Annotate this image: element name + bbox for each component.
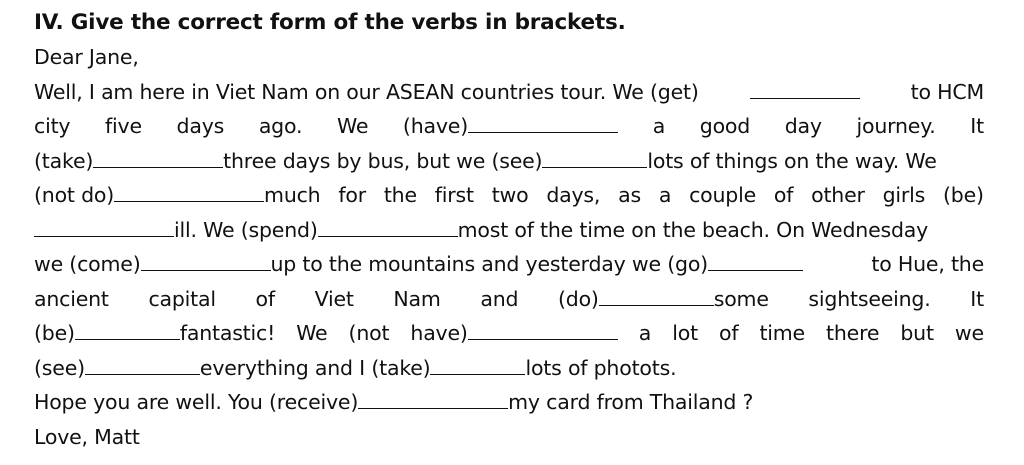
answer-blank-take[interactable] — [93, 147, 223, 168]
answer-blank-take-2[interactable] — [430, 354, 525, 375]
text-segment: (take) — [34, 148, 94, 173]
word: five — [105, 114, 142, 138]
word: a — [638, 321, 652, 345]
word: and — [480, 286, 519, 311]
word: of — [719, 321, 739, 345]
answer-blank-get[interactable] — [750, 78, 860, 99]
text-segment: we (come) — [34, 252, 141, 276]
text-segment: lots of photots. — [525, 355, 677, 380]
letter-line-2 — [34, 109, 984, 144]
letter-greeting: Dear Jane, — [34, 45, 139, 69]
word: we — [954, 321, 984, 345]
word: time — [759, 321, 805, 345]
word: of — [773, 183, 794, 207]
word: other — [811, 183, 865, 207]
text-segment: Hope you are well. You (receive) — [34, 390, 359, 414]
answer-blank-come[interactable] — [141, 250, 271, 271]
text-segment: most of the time on the beach. On Wednesday — [457, 217, 929, 242]
letter-line-1 — [34, 75, 984, 110]
text-segment: my card from Thailand ? — [508, 390, 754, 414]
word: (do) — [557, 286, 599, 311]
word: Nam — [393, 286, 441, 311]
word: some — [713, 286, 769, 311]
letter-line-10 — [34, 385, 984, 420]
answer-blank-have[interactable] — [468, 112, 618, 133]
word: capital — [148, 286, 216, 311]
word: ancient — [34, 286, 109, 311]
letter-line-7 — [34, 282, 984, 317]
word: (not — [348, 321, 390, 345]
letter-line-4 — [34, 178, 984, 213]
letter-line-3 — [34, 144, 984, 179]
word: It — [970, 114, 984, 138]
word: lot — [672, 321, 698, 345]
text-segment: to Hue, the — [871, 252, 984, 276]
word: We — [336, 114, 369, 138]
word: girls — [882, 183, 926, 207]
word: ago. — [258, 114, 303, 138]
word: journey. — [856, 114, 936, 138]
word: fantastic! — [179, 321, 276, 345]
answer-blank-receive[interactable] — [358, 388, 508, 409]
word: (be) — [943, 183, 984, 207]
text-segment: up to the mountains and yesterday we (go) — [270, 252, 708, 276]
word: two — [491, 183, 529, 207]
word: of — [255, 286, 275, 311]
word: there — [826, 321, 880, 345]
text-segment: everything and I (take) — [199, 355, 431, 380]
word: We — [296, 321, 328, 345]
word: much — [264, 183, 321, 207]
answer-blank-be-2[interactable] — [75, 319, 180, 340]
word: as — [618, 183, 641, 207]
letter-line-6 — [34, 247, 984, 282]
word: It — [970, 286, 984, 311]
word: for — [338, 183, 366, 207]
word: day — [784, 114, 822, 138]
letter-line-8 — [34, 316, 984, 351]
text-segment: ill. We (spend) — [174, 217, 318, 242]
word: Viet — [314, 286, 354, 311]
text-segment: (see) — [34, 355, 85, 380]
word: city — [34, 114, 71, 138]
answer-blank-do[interactable] — [599, 285, 714, 306]
word: days — [176, 114, 225, 138]
answer-blank-see-2[interactable] — [85, 354, 200, 375]
word: (not do) — [34, 183, 115, 207]
word: first — [434, 183, 474, 207]
answer-blank-spend[interactable] — [318, 216, 458, 237]
word: good — [699, 114, 751, 138]
answer-blank-see[interactable] — [542, 147, 647, 168]
word: but — [900, 321, 934, 345]
word: (have) — [402, 114, 469, 138]
word: (be) — [34, 321, 75, 345]
letter-closing: Love, Matt — [34, 424, 140, 449]
word: a — [658, 183, 672, 207]
answer-blank-not-do[interactable] — [114, 181, 264, 202]
letter-line-5 — [34, 213, 984, 248]
text-segment: lots of things on the way. We — [647, 148, 937, 173]
text-segment: to HCM — [910, 79, 984, 104]
exercise-title: IV. Give the correct form of the verbs in brackets. — [34, 10, 626, 35]
word: have) — [410, 321, 468, 345]
letter-line-9 — [34, 351, 984, 386]
word: a — [652, 114, 666, 138]
word: days, — [546, 183, 601, 207]
text-segment: three days by bus, but we (see) — [223, 148, 543, 173]
text-segment: Well, I am here in Viet Nam on our ASEAN countries tour. We (get) — [34, 79, 699, 104]
word: the — [383, 183, 417, 207]
word: couple — [689, 183, 756, 207]
word: sightseeing. — [808, 286, 931, 311]
answer-blank-go[interactable] — [708, 250, 803, 271]
answer-blank-be-1[interactable] — [34, 216, 174, 237]
answer-blank-not-have[interactable] — [468, 319, 618, 340]
